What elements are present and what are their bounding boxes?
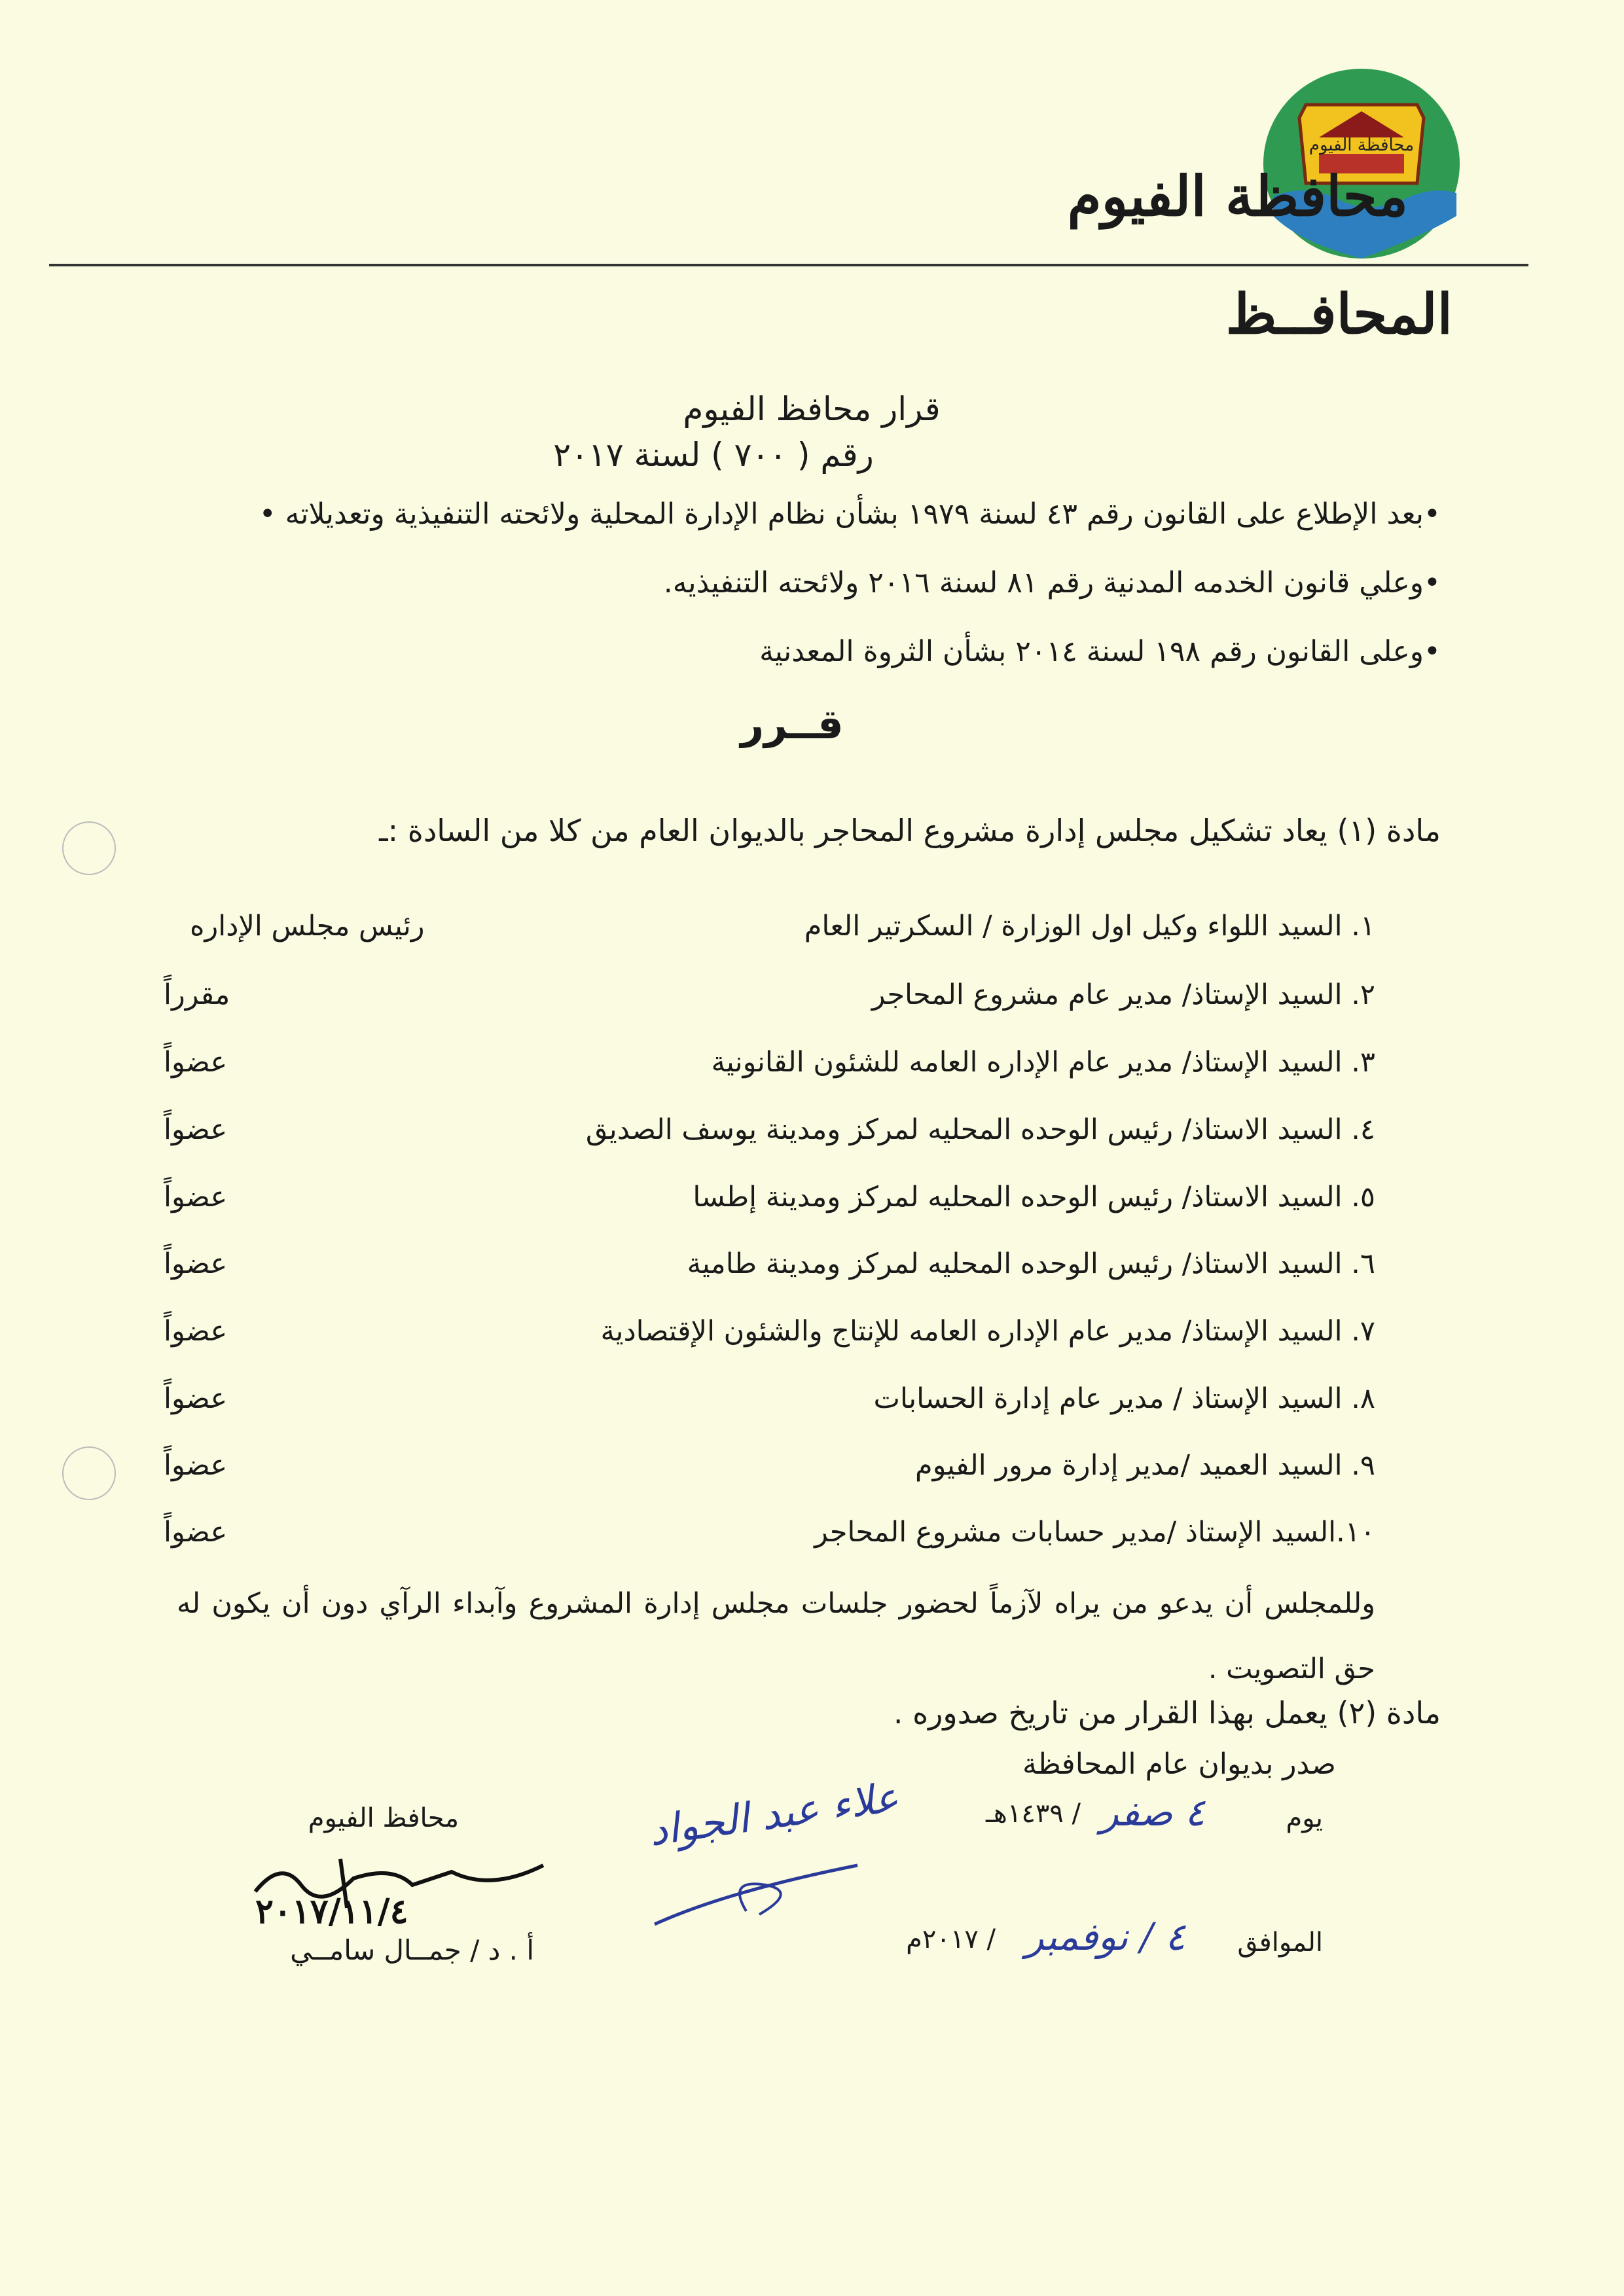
member-role: عضواً	[164, 1113, 228, 1146]
member-name: ٩. السيد العميد /مدير إدارة مرور الفيوم	[915, 1449, 1375, 1482]
member-name: ٢. السيد الإستاذ/ مدير عام مشروع المحاجر	[871, 978, 1375, 1011]
member-role: عضواً	[164, 1181, 228, 1213]
governor-title: المحافــظ	[1225, 281, 1453, 346]
hijri-day-handwritten: ٤ صفر	[1100, 1790, 1205, 1835]
governor-label: محافظ الفيوم	[308, 1803, 459, 1833]
hijri-year: / ١٤٣٩هـ	[986, 1799, 1081, 1829]
member-name: ٤. السيد الاستاذ/ رئيس الوحده المحليه لمركز ومدينة يوسف الصديق	[585, 1113, 1375, 1146]
decision-number: رقم ( ٧٠٠ ) لسنة ٢٠١٧	[553, 436, 874, 474]
member-name: ٣. السيد الإستاذ/ مدير عام الإداره العامه للشئون القانونية	[711, 1046, 1375, 1079]
council-note: وللمجلس أن يدعو من يراه لآزماً لحضور جلسات مجلس إدارة المشروع وآبداء الرآي دون أن يكون له حق التصويت .	[177, 1587, 1375, 1685]
member-role: عضواً	[164, 1046, 228, 1079]
member-name: ١. السيد اللواء وكيل اول الوزارة / السكرتير العام	[804, 910, 1375, 942]
gregorian-day-handwritten: ٤ / نوفمبر	[1025, 1914, 1185, 1959]
member-role: عضواً	[164, 1449, 228, 1482]
article-1: مادة (١) يعاد تشكيل مجلس إدارة مشروع المحاجر بالديوان العام من كلا من السادة :ـ	[379, 813, 1441, 848]
preamble-line: •وعلي قانون الخدمه المدنية رقم ٨١ لسنة ٢٠١٦ ولائحته التنفيذيه.	[663, 566, 1441, 600]
punch-hole	[62, 821, 116, 875]
preamble-line: •وعلى القانون رقم ١٩٨ لسنة ٢٠١٤ بشأن الثروة المعدنية	[759, 635, 1441, 668]
member-role: عضواً	[164, 1516, 228, 1549]
signature-scribble-icon	[648, 1852, 864, 1931]
punch-hole	[62, 1446, 116, 1500]
reviewer-signature: علاء عبد الجواد	[645, 1772, 902, 1856]
member-role: عضواً	[164, 1382, 228, 1415]
svg-text:محافظة الفيوم: محافظة الفيوم	[1308, 135, 1415, 155]
decided-heading: قــرر	[740, 700, 844, 748]
article-2: مادة (٢) يعمل بهذا القرار من تاريخ صدوره .	[893, 1695, 1441, 1731]
governorate-name: محافظة الفيوم	[1067, 164, 1408, 228]
day-label: يوم	[1286, 1803, 1323, 1833]
issued-at: صدر بديوان عام المحافظة	[1022, 1748, 1336, 1781]
member-name: ٥. السيد الاستاذ/ رئيس الوحده المحليه لمركز ومدينة إطسا	[693, 1181, 1375, 1213]
member-role: عضواً	[164, 1247, 228, 1280]
decision-title: قرار محافظ الفيوم	[683, 390, 941, 428]
member-name: ٨. السيد الإستاذ / مدير عام إدارة الحسابات	[873, 1382, 1375, 1415]
header-divider	[49, 264, 1528, 266]
member-name: ١٠.السيد الإستاذ /مدير حسابات مشروع المحاجر	[814, 1516, 1375, 1549]
preamble-line: •بعد الإطلاع على القانون رقم ٤٣ لسنة ١٩٧٩ بشأن نظام الإدارة المحلية ولائحته التنفيذية وتعديلاته •	[259, 497, 1441, 531]
gregorian-year: / ٢٠١٧م	[906, 1924, 996, 1954]
member-name: ٦. السيد الاستاذ/ رئيس الوحده المحليه لمركز ومدينة طامية	[687, 1247, 1375, 1280]
member-role: رئيس مجلس الإداره	[190, 910, 425, 942]
member-role: مقرراً	[164, 978, 230, 1011]
governor-signature-date: ٢٠١٧/١١/٤	[255, 1892, 408, 1931]
governor-name: أ . د / جمــال سامــي	[290, 1934, 534, 1966]
member-name: ٧. السيد الإستاذ/ مدير عام الإداره العامه للإنتاج والشئون الإقتصادية	[600, 1315, 1375, 1348]
gregorian-label: الموافق	[1237, 1928, 1323, 1958]
member-role: عضواً	[164, 1315, 228, 1348]
